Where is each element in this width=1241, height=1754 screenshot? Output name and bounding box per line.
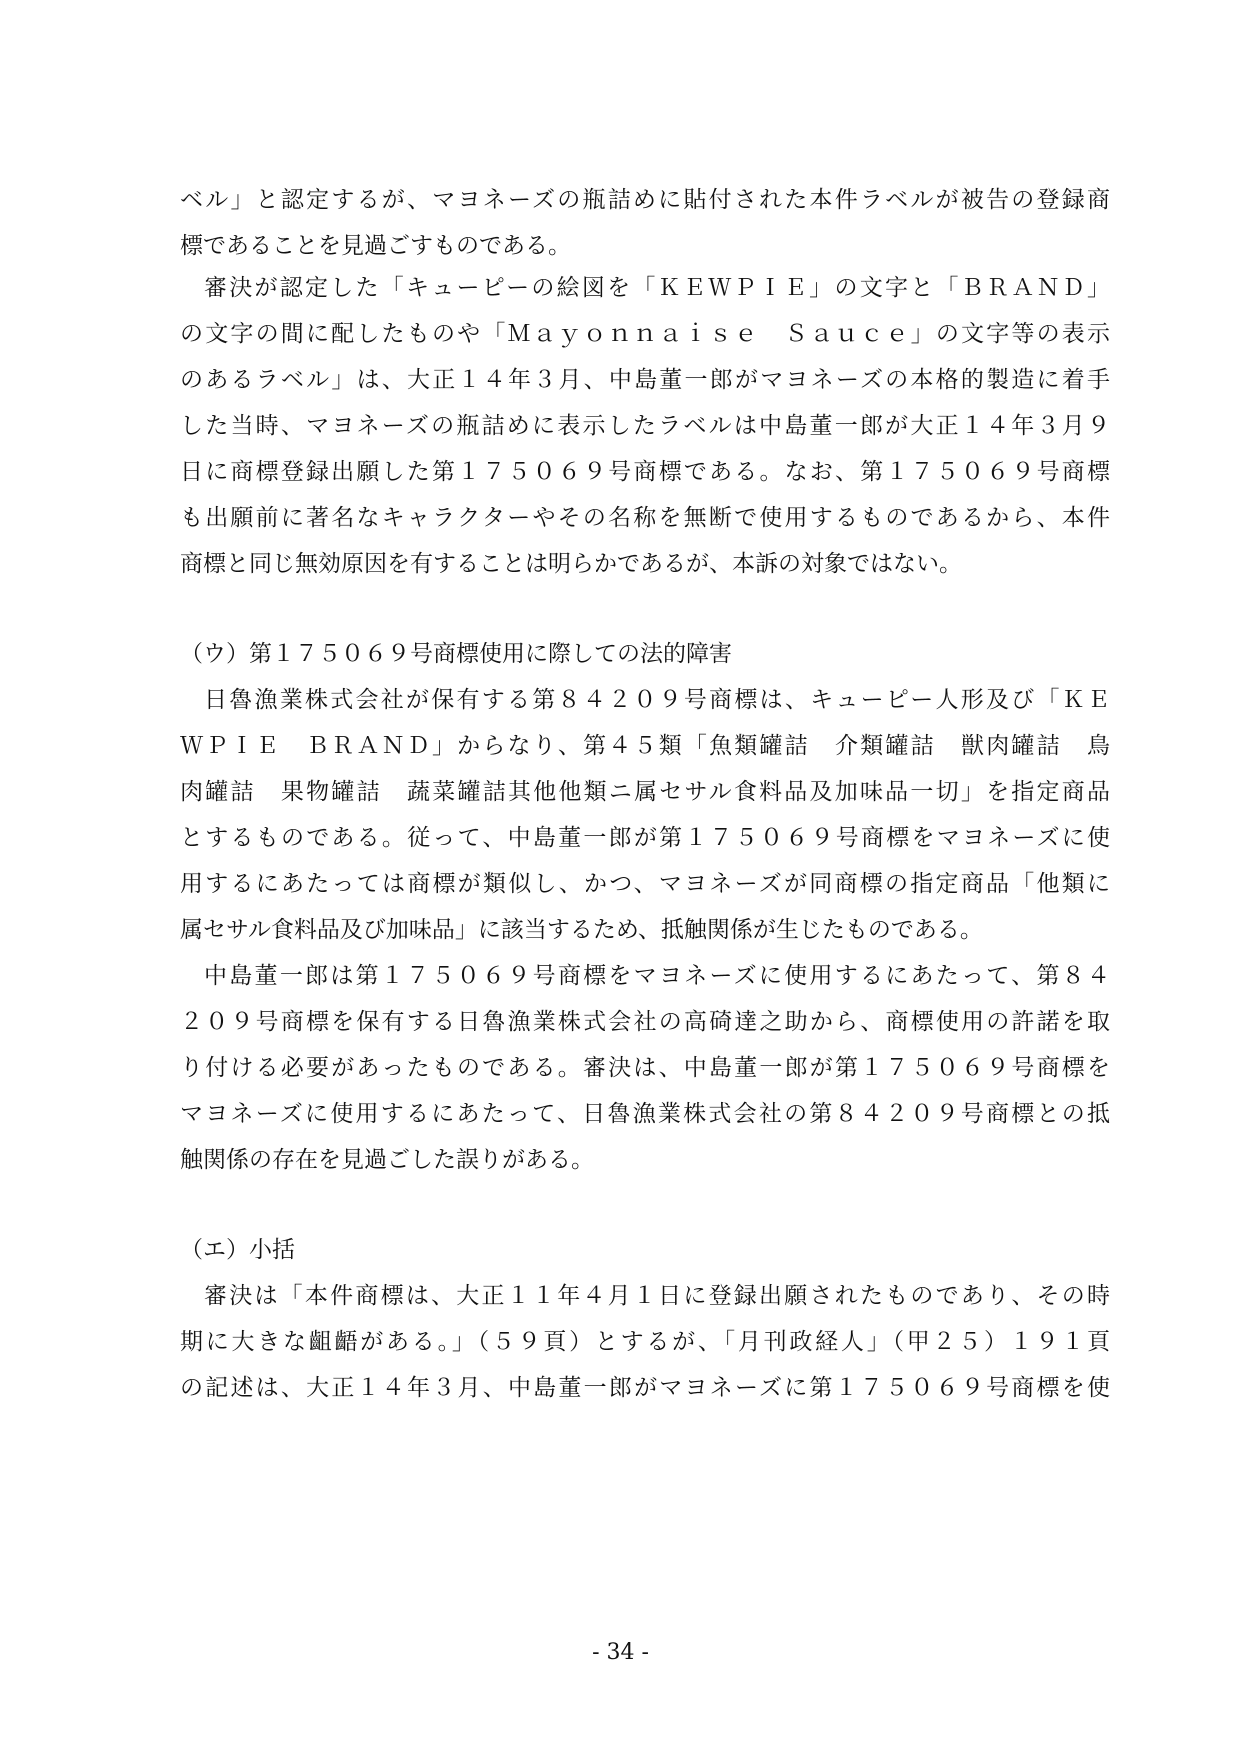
- body-line-16: 属セサル食料品及び加味品」に該当するため、抵触関係が生じたものである。: [180, 917, 983, 943]
- body-line-24: 期に大きな齟齬がある。」（５９頁）とするが、「月刊政経人」（甲２５）１９１頁: [180, 1329, 1110, 1355]
- body-line-17: 中島董一郎は第１７５０６９号商標をマヨネーズに使用するにあたって、第８４: [204, 963, 1110, 989]
- body-line-6: した当時、マヨネーズの瓶詰めに表示したラベルは中島董一郎が大正１４年３月９: [180, 413, 1110, 439]
- body-line-18: ２０９号商標を保有する日魯漁業株式会社の高碕達之助から、商標使用の許諾を取: [180, 1009, 1111, 1035]
- body-line-13: 肉罐詰 果物罐詰 蔬菜罐詰其他他類ニ属セサル食料品及加味品一切」を指定商品: [180, 779, 1110, 805]
- body-line-2: 標であることを見過ごすものである。: [180, 233, 571, 259]
- body-line-14: とするものである。従って、中島董一郎が第１７５０６９号商標をマヨネーズに使: [180, 825, 1110, 851]
- body-line-21: 触関係の存在を見過ごした誤りがある。: [180, 1147, 594, 1173]
- section-heading-e: （エ）小括: [180, 1237, 295, 1263]
- body-line-4: の文字の間に配したものや「Ｍａｙｏｎｎａｉｓｅ Ｓａｕｃｅ」の文字等の表示: [180, 321, 1110, 347]
- body-line-25: の記述は、大正１４年３月、中島董一郎がマヨネーズに第１７５０６９号商標を使: [180, 1375, 1110, 1401]
- body-line-1: ベル」と認定するが、マヨネーズの瓶詰めに貼付された本件ラベルが被告の登録商: [180, 187, 1110, 213]
- body-line-7: 日に商標登録出願した第１７５０６９号商標である。なお、第１７５０６９号商標: [180, 459, 1110, 485]
- body-line-9: 商標と同じ無効原因を有することは明らかであるが、本訴の対象ではない。: [180, 551, 962, 577]
- body-line-15: 用するにあたっては商標が類似し、かつ、マヨネーズが同商標の指定商品「他類に: [180, 871, 1110, 897]
- body-line-5: のあるラベル」は、大正１４年３月、中島董一郎がマヨネーズの本格的製造に着手: [180, 367, 1110, 393]
- body-line-23: 審決は「本件商標は、大正１１年４月１日に登録出願されたものであり、その時: [204, 1283, 1110, 1309]
- body-line-8: も出願前に著名なキャラクターやその名称を無断で使用するものであるから、本件: [180, 505, 1110, 531]
- body-line-3: 審決が認定した「キューピーの絵図を「ＫＥＷＰＩＥ」の文字と「ＢＲＡＮＤ」: [204, 275, 1110, 301]
- body-line-11: 日魯漁業株式会社が保有する第８４２０９号商標は、キューピー人形及び「ＫＥ: [204, 687, 1110, 713]
- page-number: - 34 -: [592, 1640, 649, 1665]
- body-line-20: マヨネーズに使用するにあたって、日魯漁業株式会社の第８４２０９号商標との抵: [180, 1101, 1110, 1127]
- body-line-19: り付ける必要があったものである。審決は、中島董一郎が第１７５０６９号商標を: [180, 1055, 1110, 1081]
- body-line-12: ＷＰＩＥ ＢＲＡＮＤ」からなり、第４５類「魚類罐詰 介類罐詰 獣肉罐詰 鳥: [180, 733, 1110, 759]
- section-heading-u: （ウ）第１７５０６９号商標使用に際しての法的障害: [180, 641, 732, 667]
